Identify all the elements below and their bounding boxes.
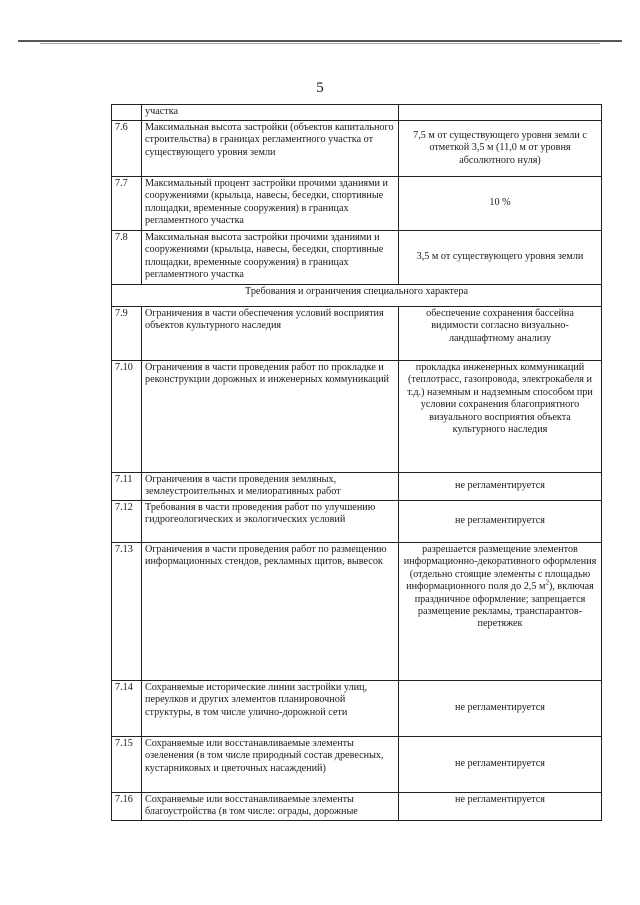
table-row: [112, 361, 602, 473]
table-row: [112, 231, 602, 285]
row-number: 7.12: [112, 501, 142, 543]
table-row: [112, 543, 602, 681]
row-name: Максимальная высота застройки прочими зданиями и сооружениями (крыльца, навесы, беседки, спортивные площадки, временные сооружения) в границах регламентного участка: [142, 231, 399, 285]
row-value: не регламентируется: [399, 737, 602, 793]
row-number: 7.10: [112, 361, 142, 473]
row-name: Ограничения в части проведения работ по размещению информационных стендов, рекламных щитов, вывесок: [142, 543, 399, 681]
row-number: 7.9: [112, 307, 142, 361]
row-name: Сохраняемые исторические линии застройки улиц, переулков и других элементов планировочной структуры, в том числе улично-дорожной сети: [142, 681, 399, 737]
row-name: Ограничения в части проведения работ по прокладке и реконструкции дорожных и инженерных коммуникаций: [142, 361, 399, 473]
row-value: не регламентируется: [399, 473, 602, 501]
table-row: [112, 121, 602, 177]
row-number: 7.11: [112, 473, 142, 501]
row-value: 7,5 м от существующего уровня земли с отметкой 3,5 м (11,0 м от уровня абсолютного нуля): [399, 121, 602, 177]
row-value: не регламентируется: [399, 793, 602, 821]
scan-edge-line: [18, 40, 622, 42]
table-row: [112, 177, 602, 231]
row-number: 7.16: [112, 793, 142, 821]
regulation-table: [111, 104, 602, 821]
row-name: Сохраняемые или восстанавливаемые элементы благоустройства (в том числе: ограды, дорожные: [142, 793, 399, 821]
row-value: 3,5 м от существующего уровня земли: [399, 231, 602, 285]
table-row-continuation: [112, 105, 602, 121]
row-value: [399, 543, 602, 681]
row-name: Ограничения в части проведения земляных, землеустроительных и мелиоративных работ: [142, 473, 399, 501]
table-row: [112, 473, 602, 501]
row-number: 7.7: [112, 177, 142, 231]
table-row: [112, 793, 602, 821]
row-value: прокладка инженерных коммуникаций (теплотрасс, газопровода, электрокабеля и т.д.) наземным и надземным способом при условии сохранения благоприятного визуального восприятия объекта культурного наследия: [399, 361, 602, 473]
table-row: [112, 681, 602, 737]
row-value-text: разрешается размещение элементов информационно-декоративного оформления (отдельно стоящие элементы с площадью информационного поля до 2,5 м: [403, 544, 597, 593]
row-name: Сохраняемые или восстанавливаемые элементы озеленения (в том числе природный состав древесных, кустарниковых и цветочных насаждений): [142, 737, 399, 793]
row-number: 7.13: [112, 543, 142, 681]
row-number: 7.8: [112, 231, 142, 285]
section-header: Требования и ограничения специального характера: [112, 285, 602, 307]
table-row: [112, 501, 602, 543]
row-name-cell: участка: [142, 105, 399, 121]
row-name: Ограничения в части обеспечения условий восприятия объектов культурного наследия: [142, 307, 399, 361]
row-name: Максимальная высота застройки (объектов капитального строительства) в границах регламентного участка от существующего уровня земли: [142, 121, 399, 177]
row-number: 7.14: [112, 681, 142, 737]
scan-edge-line-secondary: [40, 43, 600, 44]
row-value: обеспечение сохранения бассейна видимости согласно визуально-ландшафтному анализу: [399, 307, 602, 361]
row-value-text-continued: ), включая праздничное оформление; запрещается размещение рекламы, транспарантов-перетяжек: [414, 581, 594, 630]
row-number: 7.6: [112, 121, 142, 177]
section-header-row: [112, 285, 602, 307]
row-name: Требования в части проведения работ по улучшению гидрогеологических и экологических условий: [142, 501, 399, 543]
row-value-cell: [399, 105, 602, 121]
row-name: Максимальный процент застройки прочими зданиями и сооружениями (крыльца, навесы, беседки, спортивные площадки, временные сооружения) в границах регламентного участка: [142, 177, 399, 231]
page-number: 5: [316, 80, 324, 96]
row-value: 10 %: [399, 177, 602, 231]
row-number: 7.15: [112, 737, 142, 793]
row-value: не регламентируется: [399, 501, 602, 543]
table-row: [112, 737, 602, 793]
table-row: [112, 307, 602, 361]
row-value: не регламентируется: [399, 681, 602, 737]
superscript-two: 2: [545, 578, 549, 587]
row-number-cell: [112, 105, 142, 121]
